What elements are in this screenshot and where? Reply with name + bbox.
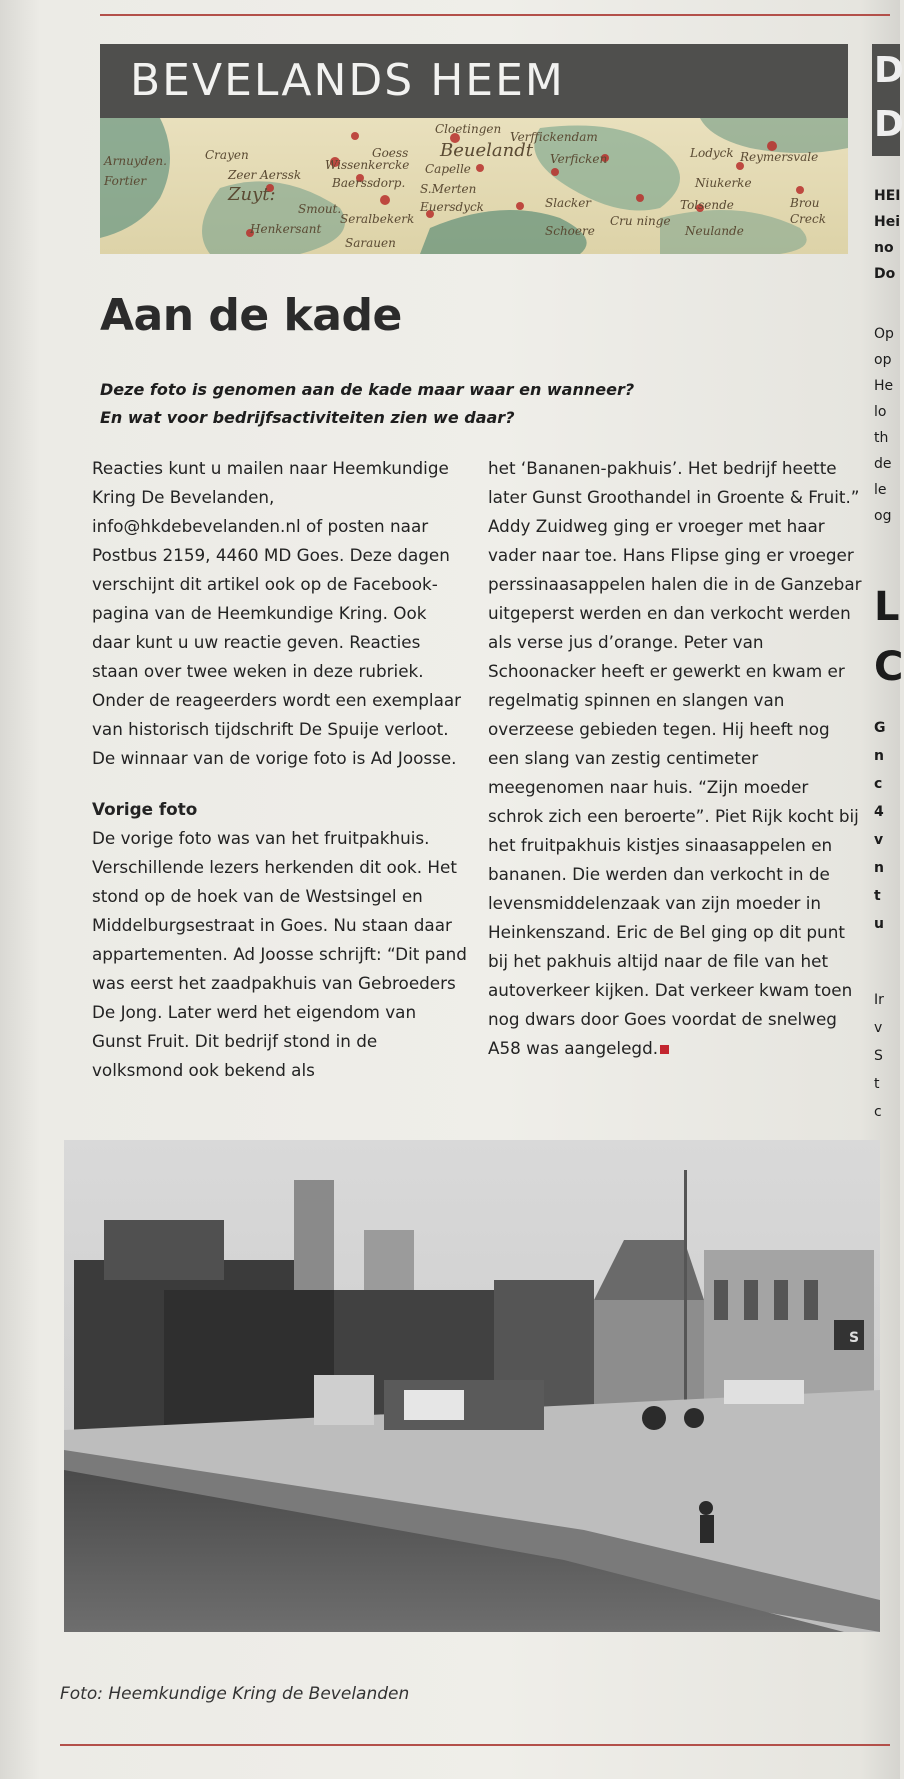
photo-caption: Foto: Heemkundige Kring de Bevelanden [60, 1684, 410, 1704]
map-label: Goess [372, 146, 409, 160]
side-text: t [874, 1076, 880, 1092]
side-text: og [874, 508, 892, 524]
bottom-rule [60, 1744, 890, 1746]
map-label: Euersdyck [420, 200, 484, 214]
historic-map [100, 118, 848, 254]
side-text: He [874, 378, 894, 394]
map-label: Crayen [205, 148, 249, 162]
map-label: Cloetingen [435, 122, 502, 136]
side-text: lo [874, 404, 887, 420]
side-text: D [874, 50, 904, 91]
map-label: Fortier [104, 174, 147, 188]
section-title: BEVELANDS HEEM [100, 44, 848, 118]
side-text: v [874, 832, 884, 848]
side-text: n [874, 748, 884, 764]
map-label: Zeer Aerssk [228, 168, 302, 182]
map-label: Verffickendam [510, 130, 598, 144]
intro-line: En wat voor bedrijfsactiviteiten zien we daar? [100, 408, 515, 427]
map-label: Brou [790, 196, 820, 210]
map-label: S.Merten [420, 182, 477, 196]
map-label: Lodyck [690, 146, 734, 160]
map-label: Creck [790, 212, 827, 226]
historic-photo [64, 1140, 880, 1632]
section-banner [100, 44, 848, 254]
side-text: c [874, 1104, 882, 1120]
map-label: Reymersvale [740, 150, 819, 164]
side-text: t [874, 888, 881, 904]
map-label: Niukerke [695, 176, 752, 190]
side-text: L [874, 584, 900, 630]
side-text: de [874, 456, 892, 472]
side-text: C [874, 644, 904, 690]
map-label: Capelle [425, 162, 471, 176]
map-label: Henkersant [250, 222, 322, 236]
map-label: Baerssdorp. [332, 176, 406, 190]
map-label: Verficken [550, 152, 608, 166]
side-text: op [874, 352, 892, 368]
paragraph-continued: het ‘Bananen-pakhuis’. Het bedrijf heette later Gunst Groothandel in Groente & Fruit.” [488, 458, 860, 507]
paragraph-previous-photo: De vorige foto was van het fruitpakhuis. Verschillende lezers herkenden dit ook. Het stond op de hoek van de Westsingel en Middelburgsestraat in Goes. Nu staan daar appartementen. Ad Joosse schrijft: “Dit pand was eerst het zaadpakhuis van Gebroeders De Jong. Later werd het eigendom van Gunst Fruit. Dit bedrijf stond in de volksmond ook bekend als [92, 828, 467, 1080]
side-text: S [874, 1048, 883, 1064]
map-label: Sarauen [345, 236, 396, 250]
map-label: Tolsende [680, 198, 734, 212]
side-text: c [874, 776, 883, 792]
photo-illustration [64, 1140, 880, 1632]
side-text: v [874, 1020, 883, 1036]
article-headline: Aan de kade [100, 290, 402, 341]
side-text: 4 [874, 804, 884, 820]
side-text: le [874, 482, 887, 498]
side-text: Op [874, 326, 894, 342]
intro-line: Deze foto is genomen aan de kade maar waar en wanneer? [100, 380, 635, 399]
side-text: Ir [874, 992, 884, 1008]
article-column-right [488, 454, 863, 1063]
side-text: u [874, 916, 884, 932]
map-label: Beuelandt [440, 140, 533, 161]
end-of-article-mark [660, 1045, 669, 1054]
paragraph-spacer [92, 773, 467, 795]
side-text: th [874, 430, 889, 446]
side-text: HEI [874, 188, 901, 204]
map-label: Cru ninge [610, 214, 671, 228]
side-text: n [874, 860, 884, 876]
article-column-left [92, 454, 467, 1085]
paragraph-readers [488, 512, 863, 1063]
article-intro [100, 376, 780, 432]
subhead-previous-photo: Vorige foto [92, 799, 198, 819]
map-label: Smout. [298, 202, 342, 216]
map-label: Seralbekerk [340, 212, 415, 226]
side-text: Hei [874, 214, 901, 230]
side-text: no [874, 240, 894, 256]
building-sign: S [849, 1330, 860, 1346]
side-text: Do [874, 266, 896, 282]
map-label: Zuyt: [228, 184, 276, 205]
map-label: Slacker [545, 196, 592, 210]
paragraph-reactions: Reacties kunt u mailen naar Heemkundige Kring De Bevelanden, info@hkdebevelanden.nl of posten naar Postbus 2159, 4460 MD Goes. Deze dagen verschijnt dit artikel ook op de Facebook-pagina van de Heemkundige Kring. Ook daar kunt u uw reactie geven. Reacties staan over twee weken in deze rubriek. Onder de reageerders wordt een exemplaar van historisch tijdschrift De Spuije verloot. De winnaar van de vorige foto is Ad Joosse. [92, 458, 462, 768]
map-label: Wissenkercke [325, 158, 410, 172]
map-label: Neulande [685, 224, 744, 238]
map-label: Arnuyden. [104, 154, 167, 168]
side-text: G [874, 720, 886, 736]
top-rule [100, 14, 890, 16]
side-text: D [874, 104, 904, 145]
paragraph-readers-text: Addy Zuidweg ging er vroeger met haar vader naar toe. Hans Flipse ging er vroeger perssinaasappelen halen die in de Ganzebar uitgeperst werden en dan verkocht werden als verse jus d’orange. Peter van Schoonacker heeft er gewerkt en kwam er regelmatig spinnen en slangen van overzeese gebieden tegen. Hij heeft nog een slang van zestig centimeter meegenomen naar huis. “Zijn moeder schrok zich een beroerte”. Piet Rijk kocht bij het fruitpakhuis kistjes sinaasappelen en bananen. Die werden dan verkocht in de levensmiddelenzaak van zijn moeder in Heinkenszand. Eric de Bel ging op dit punt bij het pakhuis altijd naar de file van het autoverkeer kijken. Dat verkeer kwam toen nog dwars door Goes voordat de snelweg A58 was aangelegd. [488, 516, 862, 1058]
map-label: Schoere [545, 224, 595, 238]
